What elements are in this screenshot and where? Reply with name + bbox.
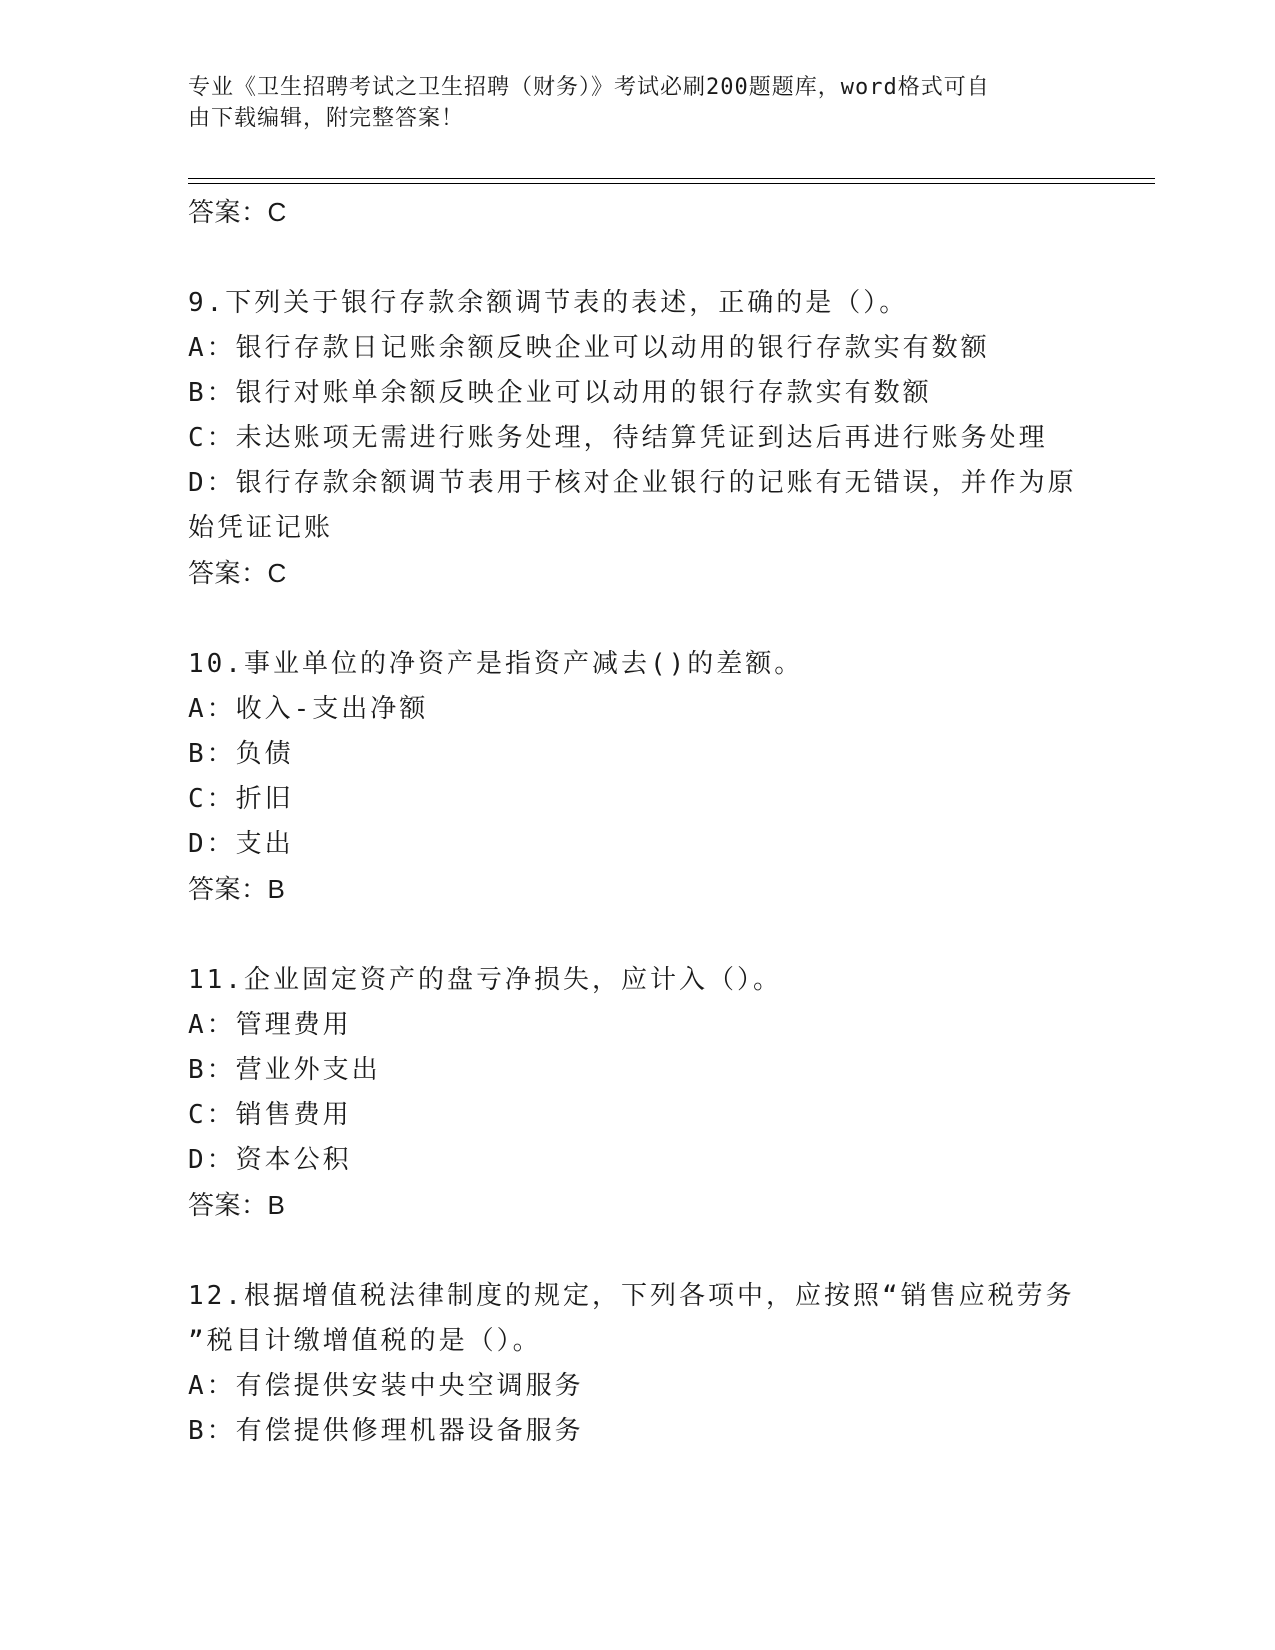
option-d-continued: 始凭证记账 <box>188 513 334 543</box>
header-line-1: 专业《卫生招聘考试之卫生招聘（财务）》考试必刷200题题库，word格式可自 <box>188 75 990 100</box>
option-a: A：收入-支出净额 <box>188 694 429 724</box>
option-d: D：资本公积 <box>188 1145 352 1175</box>
spacer <box>188 1228 1088 1274</box>
option-b: B：有偿提供修理机器设备服务 <box>188 1416 584 1446</box>
question-block <box>188 1274 1088 1454</box>
answer: 答案：C <box>188 558 287 588</box>
option-d: D：银行存款余额调节表用于核对企业银行的记账有无错误，并作为原 <box>188 468 1077 498</box>
option-c: C：未达账项无需进行账务处理，待结算凭证到达后再进行账务处理 <box>188 423 1048 453</box>
option-b: B：银行对账单余额反映企业可以动用的银行存款实有数额 <box>188 378 932 408</box>
answer: 答案：B <box>188 1190 286 1220</box>
question-block <box>188 642 1088 912</box>
question-stem-continued: ”税目计缴增值税的是（）。 <box>188 1326 542 1356</box>
header-divider-bottom <box>188 183 1155 184</box>
question-stem: 10.事业单位的净资产是指资产减去()的差额。 <box>188 649 804 679</box>
answer: 答案：B <box>188 874 286 904</box>
option-c: C：销售费用 <box>188 1100 352 1130</box>
header-line-2: 由下载编辑，附完整答案！ <box>188 106 465 131</box>
header-divider-top <box>188 178 1155 179</box>
spacer <box>188 596 1088 642</box>
document-header <box>188 72 1068 134</box>
question-stem: 12.根据增值税法律制度的规定，下列各项中，应按照“销售应税劳务 <box>188 1281 1075 1311</box>
spacer <box>188 912 1088 958</box>
option-a: A：管理费用 <box>188 1010 352 1040</box>
option-a: A：有偿提供安装中央空调服务 <box>188 1371 584 1401</box>
previous-answer: 答案：C <box>188 197 287 227</box>
question-block <box>188 958 1088 1228</box>
option-a: A：银行存款日记账余额反映企业可以动用的银行存款实有数额 <box>188 333 990 363</box>
question-stem: 11.企业固定资产的盘亏净损失，应计入（）。 <box>188 965 782 995</box>
option-d: D：支出 <box>188 829 294 859</box>
option-b: B：营业外支出 <box>188 1055 381 1085</box>
option-c: C：折旧 <box>188 784 294 814</box>
question-stem: 9.下列关于银行存款余额调节表的表述，正确的是（）。 <box>188 288 909 318</box>
spacer <box>188 235 1088 281</box>
question-block <box>188 281 1088 596</box>
option-b: B：负债 <box>188 739 294 769</box>
question-list <box>188 190 1088 1454</box>
